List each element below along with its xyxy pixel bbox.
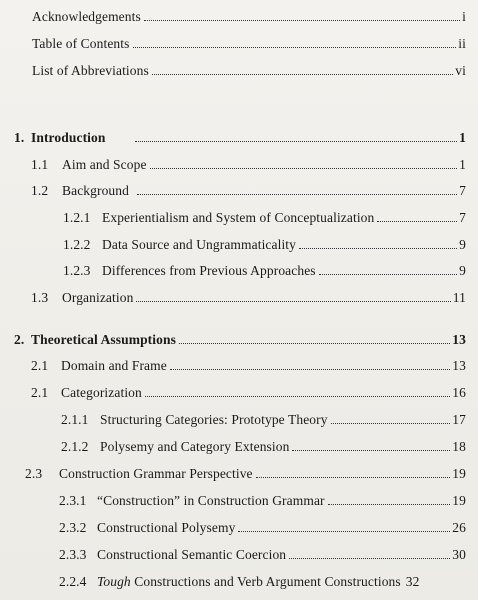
toc-section-page: 1: [459, 157, 466, 172]
toc-entry-title: List of Abbreviations: [32, 63, 149, 78]
toc-subsection-title: Data Source and Ungrammaticality: [102, 237, 297, 252]
toc-entry-acknowledgements: [32, 9, 466, 25]
toc-subsection-title: Differences from Previous Approaches: [102, 263, 316, 278]
toc-section: [31, 290, 466, 306]
toc-leader: [292, 450, 450, 451]
toc-entry-page: i: [462, 9, 466, 24]
toc-subsection-number: 1.2.1: [63, 210, 91, 225]
toc-subsection-title: Constructional Polysemy: [97, 520, 236, 535]
toc-section-title: Aim and Scope: [62, 157, 147, 172]
toc-subsection-page: 32: [405, 574, 420, 589]
toc-section-title: Construction Grammar Perspective: [59, 466, 253, 481]
toc-section-number: 2.3: [25, 466, 43, 481]
toc-chapter-2: [14, 332, 466, 348]
toc-subsection-page: 7: [459, 210, 466, 225]
toc-section-title: Background: [62, 183, 129, 198]
toc-entry-page: vi: [455, 63, 466, 78]
toc-section-page: 7: [459, 183, 466, 198]
toc-entry-title: Table of Contents: [32, 36, 130, 51]
toc-subsection: [59, 520, 466, 536]
toc-section-page: 13: [452, 358, 466, 373]
toc-chapter-1: [14, 130, 466, 146]
toc-subsection: [63, 263, 466, 279]
toc-subsection-title: “Construction” in Construction Grammar: [97, 493, 325, 508]
toc-leader: [331, 423, 451, 424]
toc-chapter-number: 1.: [14, 130, 25, 145]
toc-subsection-title-italic: Tough: [97, 574, 131, 589]
toc-subsection-page: 17: [452, 412, 466, 427]
toc-section: [31, 157, 466, 173]
toc-leader: [170, 369, 450, 370]
toc-leader: [133, 47, 457, 48]
toc-subsection-number: 2.2.4: [59, 574, 87, 589]
toc-chapter-page: 13: [452, 332, 466, 347]
toc-section-number: 2.1: [31, 385, 49, 400]
toc-subsection-title: Experientialism and System of Conceptualization: [102, 210, 375, 225]
toc-subsection: [59, 493, 466, 509]
toc-subsection-number: 2.3.1: [59, 493, 87, 508]
toc-section-number: 2.1: [31, 358, 49, 373]
toc-leader: [299, 248, 457, 249]
toc-leader: [137, 194, 457, 195]
toc-subsection-number: 2.3.2: [59, 520, 87, 535]
toc-entry-title: Acknowledgements: [32, 9, 141, 24]
toc-leader: [152, 74, 453, 75]
toc-subsection: [63, 210, 466, 226]
toc-chapter-number: 2.: [14, 332, 25, 347]
toc-subsection: [59, 547, 466, 563]
toc-subsection-title: Constructional Semantic Coercion: [97, 547, 287, 562]
toc-leader: [289, 558, 450, 559]
toc-section: [25, 466, 466, 482]
toc-leader: [328, 504, 451, 505]
toc-leader: [150, 168, 458, 169]
toc-section-title: Domain and Frame: [61, 358, 167, 373]
toc-entry-list-of-abbreviations: [32, 63, 466, 79]
toc-section: [31, 183, 466, 199]
toc-subsection-title-rest: Constructions and Verb Argument Constructions: [130, 574, 401, 589]
toc-section-number: 1.2: [31, 183, 49, 198]
toc-subsection: [59, 574, 473, 590]
toc-subsection-number: 1.2.2: [63, 237, 91, 252]
toc-leader: [319, 274, 457, 275]
toc-entry-table-of-contents: [32, 36, 466, 52]
toc-section-title: Categorization: [61, 385, 142, 400]
toc-section: [31, 358, 466, 374]
toc-leader: [377, 221, 457, 222]
toc-section-page: 11: [452, 290, 466, 305]
toc-subsection-number: 2.3.3: [59, 547, 87, 562]
toc-subsection-number: 2.1.1: [61, 412, 89, 427]
toc-leader: [179, 343, 450, 344]
toc-section-page: 19: [452, 466, 466, 481]
toc-subsection-page: 19: [452, 493, 466, 508]
toc-chapter-page: 1: [459, 130, 466, 145]
toc-leader: [136, 301, 450, 302]
toc-leader: [145, 396, 450, 397]
toc-section: [31, 385, 466, 401]
toc-subsection: [61, 439, 466, 455]
toc-leader: [135, 141, 457, 142]
toc-subsection-number: 1.2.3: [63, 263, 91, 278]
toc-subsection: [63, 237, 466, 253]
toc-subsection-page: 18: [452, 439, 466, 454]
toc-section-title: Organization: [62, 290, 134, 305]
toc-subsection-page: 9: [459, 237, 466, 252]
toc-subsection-page: 30: [452, 547, 466, 562]
toc-entry-page: ii: [458, 36, 466, 51]
toc-leader: [256, 477, 451, 478]
toc-chapter-title: Introduction: [31, 130, 106, 145]
toc-subsection-title: [97, 574, 401, 590]
toc-chapter-title: Theoretical Assumptions: [31, 332, 176, 347]
toc-subsection-page: 9: [459, 263, 466, 278]
toc-subsection: [61, 412, 466, 428]
toc-section-page: 16: [452, 385, 466, 400]
toc-leader: [144, 20, 460, 21]
toc-section-number: 1.3: [31, 290, 49, 305]
toc-subsection-title: Polysemy and Category Extension: [100, 439, 290, 454]
toc-subsection-page: 26: [452, 520, 466, 535]
toc-subsection-number: 2.1.2: [61, 439, 89, 454]
toc-section-number: 1.1: [31, 157, 49, 172]
toc-leader: [238, 531, 450, 532]
toc-subsection-title: Structuring Categories: Prototype Theory: [100, 412, 328, 427]
